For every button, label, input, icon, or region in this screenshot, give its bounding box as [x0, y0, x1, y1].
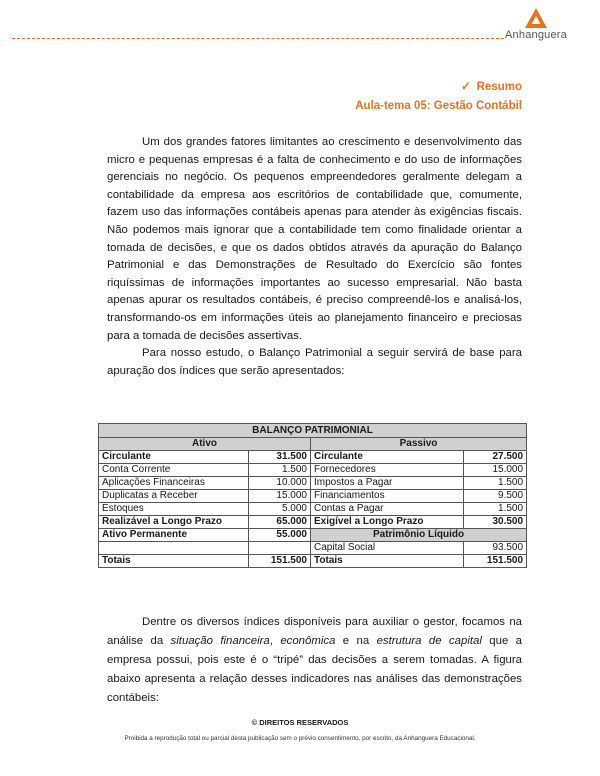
closing-text: [107, 613, 522, 708]
ativo-value: 55.000: [249, 529, 311, 542]
totals-row: [99, 555, 527, 568]
table-row: [99, 451, 527, 464]
passivo-value: 9.500: [464, 490, 527, 503]
capital-value: 93.500: [464, 542, 527, 555]
table-row: [99, 516, 527, 529]
ativo-label: Realizável a Longo Prazo: [99, 516, 249, 529]
empty-cell: [99, 542, 249, 555]
passivo-value: 27.500: [464, 451, 527, 464]
ativo-label: Duplicatas a Receber: [99, 490, 249, 503]
table-row: [99, 464, 527, 477]
ativo-value: 65.000: [249, 516, 311, 529]
total-passivo-value: 151.500: [464, 555, 527, 568]
passivo-label: Financiamentos: [311, 490, 464, 503]
resumo-label: Resumo: [476, 81, 522, 93]
ativo-value: 10.000: [249, 477, 311, 490]
section-header: [355, 78, 522, 116]
closing-emphasis-1: situação financeira: [170, 635, 270, 647]
total-passivo-label: Totais: [311, 555, 464, 568]
anhanguera-logo: [492, 8, 580, 41]
intro-text: [107, 134, 522, 380]
ativo-label: Circulante: [99, 451, 249, 464]
footer-rights: © DIREITOS RESERVADOS: [251, 718, 349, 727]
passivo-label: Circulante: [311, 451, 464, 464]
check-icon: ✓: [460, 81, 471, 93]
intro-paragraph-1: Um dos grandes fatores limitantes ao crescimento e desenvolvimento das micro e pequenas empresas é a falta de conhecimento e do uso de informações gerenciais no negócio. Os pequenos empreendedores geralmente delegam a contabilidade da empresa aos escritórios de contabilidade que, comumente, fazem uso das informações contábeis apenas para atender às exigências fiscais. Não podemos mais ignorar que a contabilidade tem como finalidade orientar a tomada de decisões, e que os dados obtidos através da apuração do Balanço Patrimonial e das Demonstrações de Resultado do Exercício são fontes riquíssimas de informações importantes ao sucesso empresarial. Não basta apenas apurar os resultados contábeis, é preciso compreendê-los e analisá-los, transformando-os em informações úteis ao planejamento financeiro e preciosas para a tomada de decisões assertivas.: [107, 136, 522, 342]
passivo-label: Contas a Pagar: [311, 503, 464, 516]
ativo-label: Conta Corrente: [99, 464, 249, 477]
intro-paragraph-2: Para nosso estudo, o Balanço Patrimonial a seguir servirá de base para apuração dos índices que serão apresentados:: [107, 347, 522, 377]
triangle-logo-icon: [525, 8, 547, 28]
passivo-value: 1.500: [464, 477, 527, 490]
total-ativo-label: Totais: [99, 555, 249, 568]
ativo-value: 31.500: [249, 451, 311, 464]
passivo-label: Fornecedores: [311, 464, 464, 477]
closing-text-3: e na: [335, 635, 377, 647]
ativo-value: 5.000: [249, 503, 311, 516]
ativo-label: Aplicações Financeiras: [99, 477, 249, 490]
ativo-header: Ativo: [99, 438, 311, 451]
closing-text-1: Dentre os diversos índices disponíveis para auxiliar o gestor, focamos na análise da: [107, 616, 522, 647]
passivo-label: Exigível a Longo Prazo: [311, 516, 464, 529]
closing-text-4: que a empresa possui, pois este é o “tripé” das decisões a serem tomadas. A figura abaixo apresenta a relação desses indicadores nas análises das demonstrações contábeis:: [107, 635, 522, 704]
ativo-label: Ativo Permanente: [99, 529, 249, 542]
header-rule: [12, 38, 504, 39]
resumo-line: [355, 78, 522, 97]
balance-sheet: [98, 423, 526, 568]
table-row: [99, 529, 527, 542]
passivo-value: 30.500: [464, 516, 527, 529]
ativo-value: 1.500: [249, 464, 311, 477]
aula-title: Aula-tema 05: Gestão Contábil: [355, 100, 522, 112]
table-row: [99, 542, 527, 555]
total-ativo-value: 151.500: [249, 555, 311, 568]
closing-emphasis-2: econômica: [280, 635, 336, 647]
passivo-value: 1.500: [464, 503, 527, 516]
passivo-value: 15.000: [464, 464, 527, 477]
logo-name: Anhanguera: [505, 29, 567, 41]
table-row: [99, 477, 527, 490]
capital-label: Capital Social: [311, 542, 464, 555]
passivo-header: Passivo: [311, 438, 527, 451]
balance-table: [98, 423, 527, 568]
ativo-label: Estoques: [99, 503, 249, 516]
footer-note: Proibida a reprodução total ou parcial desta publicação sem o prévio consentimento, por escrito, da Anhanguera Educacional.: [124, 735, 476, 742]
closing-text-2: ,: [269, 635, 281, 647]
table-title: BALANÇO PATRIMONIAL: [99, 424, 527, 438]
table-row: [99, 490, 527, 503]
passivo-label: Impostos a Pagar: [311, 477, 464, 490]
closing-paragraph: [107, 613, 522, 708]
empty-cell: [249, 542, 311, 555]
pl-header: Patrimônio Líquido: [311, 529, 527, 542]
closing-emphasis-3: estrutura de capital: [376, 635, 482, 647]
table-row: [99, 503, 527, 516]
ativo-value: 15.000: [249, 490, 311, 503]
